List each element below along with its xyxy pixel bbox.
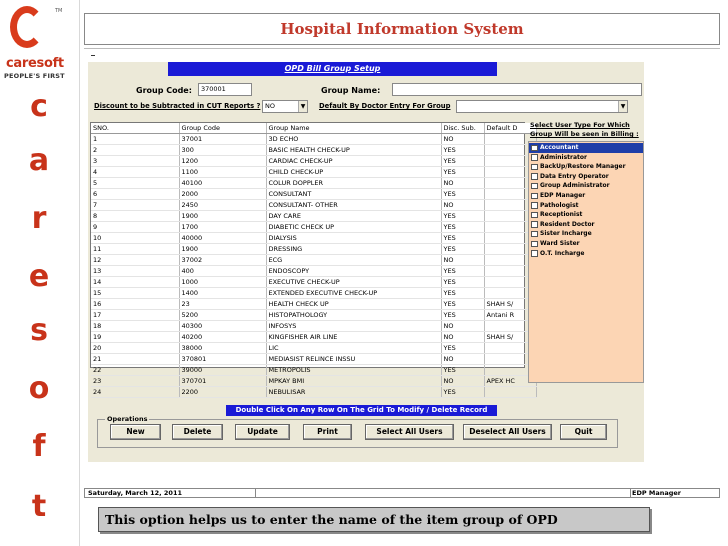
table-row[interactable] xyxy=(91,387,536,398)
table-cell: 11 xyxy=(91,244,179,255)
table-row[interactable] xyxy=(91,277,536,288)
table-cell: 1200 xyxy=(179,156,266,167)
vertical-letter: t xyxy=(31,489,47,524)
table-row[interactable] xyxy=(91,321,536,332)
divider xyxy=(255,489,256,497)
user-type-label: EDP Manager xyxy=(540,192,586,199)
checkbox[interactable] xyxy=(531,250,538,257)
table-cell: CONSULTANT xyxy=(266,189,441,200)
table-row[interactable] xyxy=(91,167,536,178)
user-type-item[interactable] xyxy=(529,229,643,239)
table-cell: 2450 xyxy=(179,200,266,211)
table-row[interactable] xyxy=(91,222,536,233)
table-cell: 8 xyxy=(91,211,179,222)
discount-label: Discount to be Subtracted in CUT Reports ? xyxy=(94,102,261,110)
vertical-letter: a xyxy=(28,143,50,178)
table-cell: YES xyxy=(441,387,484,398)
vertical-letter: e xyxy=(28,259,50,294)
user-type-heading xyxy=(528,121,643,141)
grid-header-row xyxy=(91,123,536,134)
table-row[interactable] xyxy=(91,211,536,222)
column-header[interactable]: Default D xyxy=(484,123,536,134)
table-cell: YES xyxy=(441,288,484,299)
user-type-label: Administrator xyxy=(540,153,587,161)
table-cell: 39000 xyxy=(179,365,266,376)
table-cell: 2200 xyxy=(179,387,266,398)
table-cell: KINGFISHER AIR LINE xyxy=(266,332,441,343)
divider xyxy=(84,48,720,49)
checkbox[interactable] xyxy=(531,241,538,248)
table-cell: 400 xyxy=(179,266,266,277)
form-banner: OPD Bill Group Setup xyxy=(168,62,497,76)
deselect-all-users-button[interactable]: Deselect All Users xyxy=(463,424,552,440)
table-cell: NO xyxy=(441,376,484,387)
vertical-letter: f xyxy=(32,429,46,464)
table-row[interactable] xyxy=(91,310,536,321)
table-cell: DAY CARE xyxy=(266,211,441,222)
title-bar xyxy=(84,13,720,45)
table-cell: ENDOSCOPY xyxy=(266,266,441,277)
table-cell: METROPOLIS xyxy=(266,365,441,376)
table-cell: YES xyxy=(441,145,484,156)
caresoft-logo-icon xyxy=(10,6,44,48)
delete-button[interactable]: Delete xyxy=(172,424,223,440)
user-type-item[interactable] xyxy=(529,220,643,230)
vertical-letter: c xyxy=(30,89,48,124)
table-cell: NO xyxy=(441,255,484,266)
user-type-label: Pathologist xyxy=(540,201,579,209)
table-cell: 1100 xyxy=(179,167,266,178)
table-cell: 1700 xyxy=(179,222,266,233)
user-type-label: Group Administrator xyxy=(540,182,610,190)
table-cell: ECG xyxy=(266,255,441,266)
table-cell: APEX HC xyxy=(484,376,536,387)
table-cell: NO xyxy=(441,134,484,145)
table-cell: 7 xyxy=(91,200,179,211)
table-cell: 3 xyxy=(91,156,179,167)
table-cell: 17 xyxy=(91,310,179,321)
logo-tagline: PEOPLE'S FIRST xyxy=(4,72,65,80)
table-cell: 4 xyxy=(91,167,179,178)
table-cell: 3D ECHO xyxy=(266,134,441,145)
table-cell: NO xyxy=(441,332,484,343)
user-type-item[interactable] xyxy=(529,172,643,182)
table-cell: 6 xyxy=(91,189,179,200)
user-type-item[interactable] xyxy=(529,181,643,191)
table-cell: 1900 xyxy=(179,211,266,222)
table-cell: 370701 xyxy=(179,376,266,387)
user-type-list[interactable] xyxy=(528,141,644,383)
chevron-down-icon[interactable]: ▼ xyxy=(298,101,307,112)
table-cell: YES xyxy=(441,343,484,354)
table-cell: 37002 xyxy=(179,255,266,266)
status-date: Saturday, March 12, 2011 xyxy=(88,489,182,497)
divider xyxy=(630,489,631,497)
table-cell: CONSULTANT- OTHER xyxy=(266,200,441,211)
checkbox[interactable] xyxy=(531,183,538,190)
column-header[interactable]: Group Code xyxy=(179,123,266,134)
user-type-item[interactable] xyxy=(529,191,643,201)
user-type-label: Receptionist xyxy=(540,211,583,219)
table-cell: 14 xyxy=(91,277,179,288)
table-row[interactable] xyxy=(91,244,536,255)
print-button[interactable]: Print xyxy=(303,424,352,440)
table-cell: 40300 xyxy=(179,321,266,332)
table-cell: 23 xyxy=(91,376,179,387)
discount-select[interactable] xyxy=(262,100,308,113)
table-cell: Antani R xyxy=(484,310,536,321)
table-row[interactable] xyxy=(91,354,536,365)
table-cell: YES xyxy=(441,167,484,178)
table-cell: YES xyxy=(441,222,484,233)
user-type-item[interactable] xyxy=(529,210,643,220)
user-type-item[interactable] xyxy=(529,239,643,249)
table-cell: 18 xyxy=(91,321,179,332)
slide-caption: This option helps us to enter the name of the item group of OPD xyxy=(98,507,650,532)
checkbox[interactable] xyxy=(531,221,538,228)
table-cell: 9 xyxy=(91,222,179,233)
table-cell: NO xyxy=(441,200,484,211)
table-cell xyxy=(484,387,536,398)
table-cell: 2000 xyxy=(179,189,266,200)
table-cell: NEBULISAR xyxy=(266,387,441,398)
user-type-item[interactable] xyxy=(529,249,643,259)
table-cell: CARDIAC CHECK-UP xyxy=(266,156,441,167)
table-cell: 19 xyxy=(91,332,179,343)
user-type-label: Sister Incharge xyxy=(540,230,592,238)
table-cell: YES xyxy=(441,189,484,200)
table-cell: 1900 xyxy=(179,244,266,255)
table-cell: NO xyxy=(441,178,484,189)
user-type-label: BackUp/Restore Manager xyxy=(540,163,626,171)
table-cell: DRESSING xyxy=(266,244,441,255)
table-row[interactable] xyxy=(91,178,536,189)
checkbox[interactable] xyxy=(531,202,538,209)
checkbox[interactable] xyxy=(531,145,538,152)
table-row[interactable] xyxy=(91,233,536,244)
user-type-item[interactable] xyxy=(529,162,643,172)
table-cell: 40000 xyxy=(179,233,266,244)
table-cell: EXECUTIVE CHECK-UP xyxy=(266,277,441,288)
table-cell: YES xyxy=(441,310,484,321)
table-cell: 2 xyxy=(91,145,179,156)
user-type-label: Data Entry Operator xyxy=(540,172,609,180)
group-grid[interactable] xyxy=(90,122,525,397)
user-type-item[interactable] xyxy=(529,143,643,153)
user-type-heading-line: Group Will be seen in Billing : xyxy=(530,130,639,138)
table-cell: 37001 xyxy=(179,134,266,145)
status-user: EDP Manager xyxy=(632,489,681,497)
checkbox[interactable] xyxy=(531,212,538,219)
table-cell: YES xyxy=(441,244,484,255)
checkbox[interactable] xyxy=(531,231,538,238)
table-cell: 10 xyxy=(91,233,179,244)
column-header[interactable]: Disc. Sub. xyxy=(441,123,484,134)
table-cell: 5 xyxy=(91,178,179,189)
table-row[interactable] xyxy=(91,255,536,266)
user-type-heading-line: Select User Type For Which xyxy=(530,121,630,129)
table-cell: CHILD CHECK-UP xyxy=(266,167,441,178)
table-row[interactable] xyxy=(91,266,536,277)
table-cell: COLUR DOPPLER xyxy=(266,178,441,189)
table-cell: MEDIASIST RELINCE INSSU xyxy=(266,354,441,365)
user-type-label: Accountant xyxy=(540,144,579,151)
table-cell: 40200 xyxy=(179,332,266,343)
table-row[interactable] xyxy=(91,189,536,200)
grid-hint: Double Click On Any Row On The Grid To Modify / Delete Record xyxy=(226,405,497,416)
user-type-label: Resident Doctor xyxy=(540,220,595,228)
table-cell: YES xyxy=(441,211,484,222)
table-cell: MPKAY BMI xyxy=(266,376,441,387)
column-header[interactable]: SNO. xyxy=(91,123,179,134)
chevron-down-icon[interactable]: ▼ xyxy=(618,101,627,112)
new-button[interactable]: New xyxy=(110,424,161,440)
table-cell: YES xyxy=(441,156,484,167)
divider xyxy=(91,55,95,56)
checkbox[interactable] xyxy=(531,164,538,171)
table-cell: DIALYSIS xyxy=(266,233,441,244)
group-code-label: Group Code: xyxy=(136,86,192,95)
table-cell: YES xyxy=(441,299,484,310)
group-name-input[interactable] xyxy=(392,83,642,96)
table-cell: 40100 xyxy=(179,178,266,189)
vertical-letter: r xyxy=(31,201,47,236)
table-cell: YES xyxy=(441,266,484,277)
table-row[interactable] xyxy=(91,365,536,376)
table-row[interactable] xyxy=(91,343,536,354)
group-code-input[interactable]: 370001 xyxy=(198,83,252,96)
table-cell: 1 xyxy=(91,134,179,145)
table-cell: 1400 xyxy=(179,288,266,299)
user-type-label: Ward Sister xyxy=(540,240,580,247)
vertical-letter: s xyxy=(30,313,48,348)
operations-legend: Operations xyxy=(107,415,148,423)
table-cell: YES xyxy=(441,277,484,288)
trademark-mark: TM xyxy=(55,8,63,14)
checkbox[interactable] xyxy=(531,193,538,200)
table-cell: 16 xyxy=(91,299,179,310)
vertical-letter: o xyxy=(28,371,50,406)
table-cell: 24 xyxy=(91,387,179,398)
table-cell: BASIC HEALTH CHECK-UP xyxy=(266,145,441,156)
table-row[interactable] xyxy=(91,134,536,145)
page-title: Hospital Information System xyxy=(280,20,524,38)
table-cell: 38000 xyxy=(179,343,266,354)
table-cell: 1000 xyxy=(179,277,266,288)
table-cell: EXTENDED EXECUTIVE CHECK-UP xyxy=(266,288,441,299)
table-cell: SHAH S/ xyxy=(484,332,536,343)
table-cell: 23 xyxy=(179,299,266,310)
table-cell: 5200 xyxy=(179,310,266,321)
default-doctor-label: Default By Doctor Entry For Group xyxy=(319,102,451,110)
table-cell: SHAH S/ xyxy=(484,299,536,310)
user-type-label: O.T. Incharge xyxy=(540,249,585,257)
table-cell: 370801 xyxy=(179,354,266,365)
table-cell: 22 xyxy=(91,365,179,376)
table-cell: DIABETIC CHECK UP xyxy=(266,222,441,233)
select-all-users-button[interactable]: Select All Users xyxy=(365,424,454,440)
table-cell: 300 xyxy=(179,145,266,156)
checkbox[interactable] xyxy=(531,154,538,161)
column-header[interactable]: Group Name xyxy=(266,123,441,134)
table-cell: YES xyxy=(441,365,484,376)
table-row[interactable] xyxy=(91,145,536,156)
quit-button[interactable]: Quit xyxy=(560,424,607,440)
table-cell: HEALTH CHECK UP xyxy=(266,299,441,310)
table-row[interactable] xyxy=(91,156,536,167)
table-cell: YES xyxy=(441,233,484,244)
table-row[interactable] xyxy=(91,288,536,299)
default-doctor-select[interactable] xyxy=(456,100,628,113)
table-cell: 12 xyxy=(91,255,179,266)
table-cell: 13 xyxy=(91,266,179,277)
table-cell: NO xyxy=(441,354,484,365)
update-button[interactable]: Update xyxy=(235,424,290,440)
group-name-label: Group Name: xyxy=(321,86,381,95)
user-type-item[interactable] xyxy=(529,153,643,163)
table-cell: 15 xyxy=(91,288,179,299)
table-cell: 21 xyxy=(91,354,179,365)
table-cell: HISTOPATHOLOGY xyxy=(266,310,441,321)
brand-column xyxy=(0,0,80,546)
table-cell: NO xyxy=(441,321,484,332)
table-row[interactable] xyxy=(91,299,536,310)
table-row[interactable] xyxy=(91,376,536,387)
discount-value: NO xyxy=(265,102,275,110)
user-type-item[interactable] xyxy=(529,201,643,211)
table-cell: INFOSYS xyxy=(266,321,441,332)
logo-wordmark: caresoft xyxy=(6,56,64,71)
table-cell: 20 xyxy=(91,343,179,354)
checkbox[interactable] xyxy=(531,173,538,180)
table-row[interactable] xyxy=(91,200,536,211)
table-row[interactable] xyxy=(91,332,536,343)
table-cell: LIC xyxy=(266,343,441,354)
status-bar xyxy=(84,488,720,498)
